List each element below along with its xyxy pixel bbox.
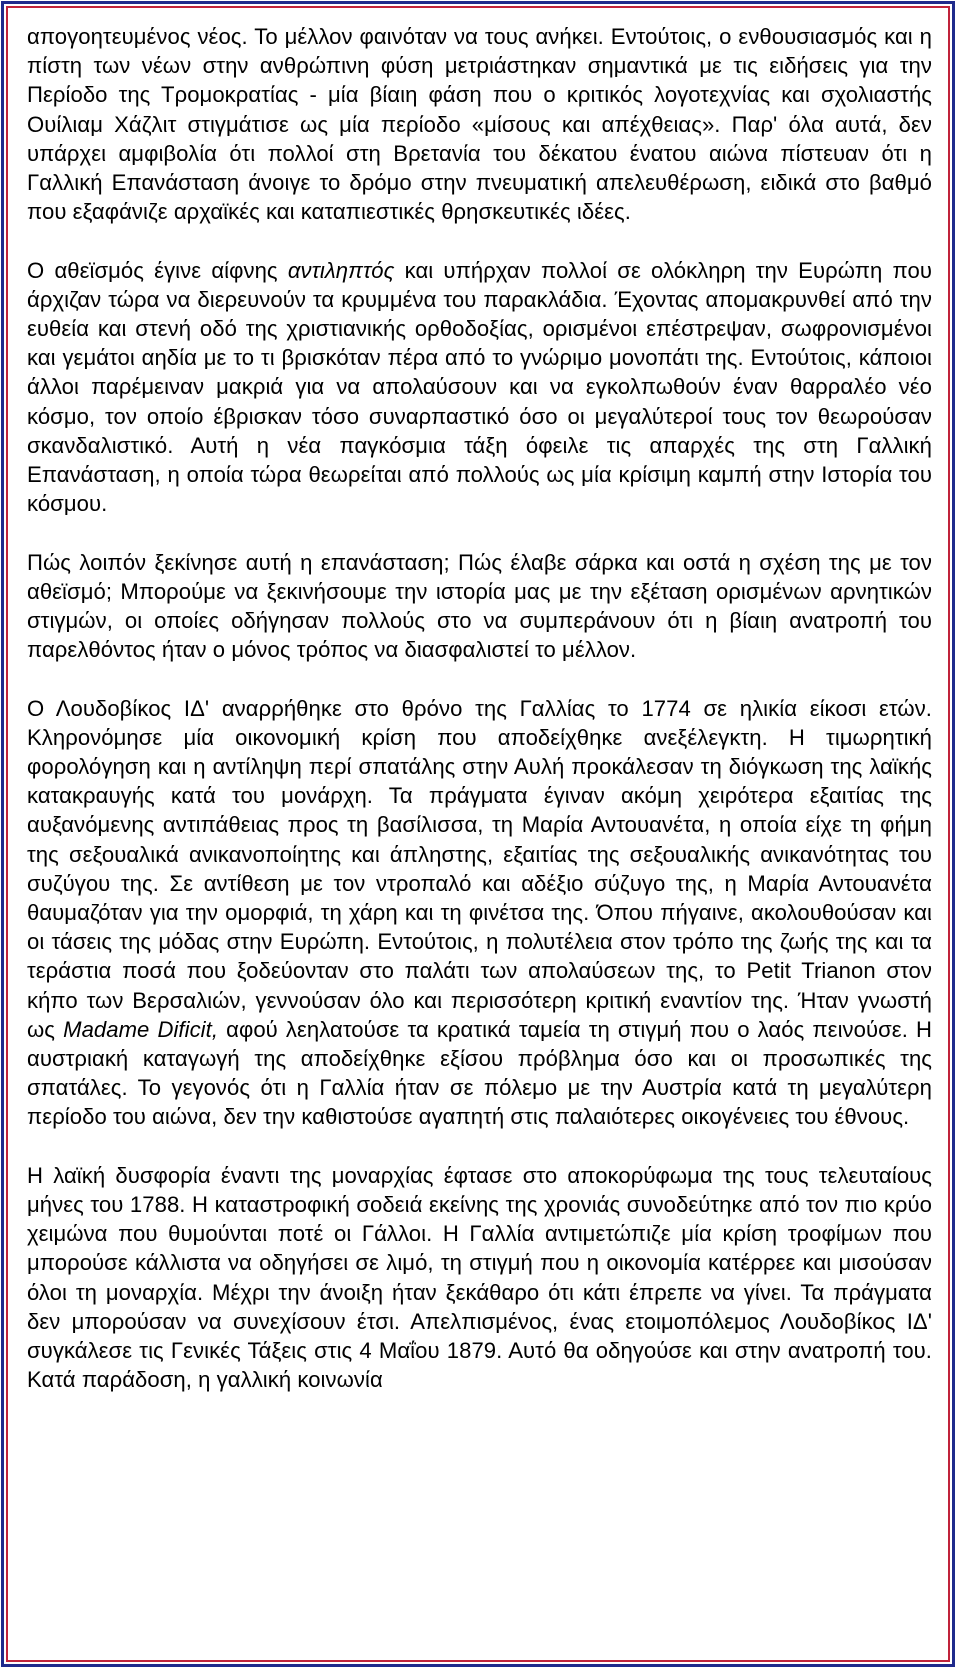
text-segment: απογοητευμένος νέος. Το μέλλον φαινόταν να τους ανήκει. Εντούτοις, ο ενθουσιασμός και η πίστη των νέων στην ανθρώπινη φύση μετριάστηκαν σημαντικά με τις ειδήσεις για την Περίοδο της Τρομοκρατίας - μία βίαιη φάση που ο κριτικός λογοτεχνίας και σχολιαστής Ουίλιαμ Χάζλιτ στιγμάτισε ως μία περίοδο «μίσους και απέχθειας». Παρ' όλα αυτά, δεν υπάρχει αμφιβολία ότι πολλοί στη Βρετανία του δέκατου ένατου αιώνα πίστευαν ότι η Γαλλική Επανάσταση άνοιγε το δρόμο στην πνευματική απελευθέρωση, ειδικά στο βαθμό που εξαφάνιζε αρχαϊκές και καταπιεστικές θρησκευτικές ιδέες. — [27, 24, 932, 225]
text-segment: Ο αθεϊσμός έγινε αίφνης — [27, 257, 288, 283]
paragraph-2 — [27, 256, 932, 519]
paragraph-5 — [27, 1161, 932, 1395]
paragraph-1 — [27, 22, 932, 226]
paragraph-4 — [27, 694, 932, 1132]
document-body — [27, 22, 932, 1394]
text-segment: Ο Λουδοβίκος ΙΔ' αναρρήθηκε στο θρόνο της Γαλλίας το 1774 σε ηλικία είκοσι ετών. Κληρονόμησε μία οικονομική κρίση που αποδείχθηκε ανεξέλεγκτη. Η τιμωρητική φορολόγηση και η αντίληψη περί σπατάλης στην Αυλή προκάλεσαν τη διόγκωση της λαϊκής κατακραυγής κατά του μονάρχη. Τα πράγματα έγιναν ακόμη χειρότερα εξαιτίας της αυξανόμενης αντιπάθειας προς τη βασίλισσα, τη Μαρία Αντουανέτα, η οποία είχε τη φήμη της σεξουαλικά ανικανοποίητης και άπληστης, εξαιτίας της σεξουαλικής ανικανότητας του συζύγου της. Σε αντίθεση με τον ντροπαλό και αδέξιο σύζυγο της, η Μαρία Αντουανέτα θαυμαζόταν για την ομορφιά, τη χάρη και τη φινέτσα της. Όπου πήγαινε, ακολουθούσαν και οι τάσεις της μόδας στην Ευρώπη. Εντούτοις, η πολυτέλεια στον τρόπο της ζωής της και τα τεράστια ποσά που ξοδεύονταν στο παλάτι των απολαύσεων της, το Petit Trianon στον κήπο των Βερσαλιών, γεννούσαν όλο και περισσότερη κριτική εναντίον της. Ήταν γνωστή ως — [27, 695, 932, 1042]
italic-text-segment: αντιληπτός — [287, 257, 395, 283]
text-segment: και υπήρχαν πολλοί σε ολόκληρη την Ευρώπη που άρχιζαν τώρα να διερευνούν τα κρυμμένα του παρακλάδια. Έχοντας απομακρυνθεί από την ευθεία και στενή οδό της χριστιανικής ορθοδοξίας, ορισμένοι επέστρεψαν, σωφρονισμένοι και γεμάτοι αηδία με το τι βρισκόταν πέρα από το γνώριμο μονοπάτι της. Εντούτοις, κάποιοι άλλοι παρέμειναν μακριά για να απολαύσουν και να εγκολπωθούν έναν θαρραλέο νέο κόσμο, τον οποίο έβρισκαν τόσο συναρπαστικό όσο οι μεγαλύτεροί τους τον θεωρούσαν σκανδαλιστικό. Αυτή η νέα παγκόσμια τάξη όφειλε τις απαρχές της στη Γαλλική Επανάσταση, η οποία τώρα θεωρείται από πολλούς ως μία κρίσιμη καμπή στην Ιστορία του κόσμου. — [27, 257, 933, 517]
text-segment: Πώς λοιπόν ξεκίνησε αυτή η επανάσταση; Πώς έλαβε σάρκα και οστά η σχέση της με τον αθεϊσμό; Μπορούμε να ξεκινήσουμε την ιστορία μας με την εξέταση ορισμένων αρνητικών στιγμών, οι οποίες οδήγησαν πολλούς στο να συμπεράνουν ότι η βίαιη ανατροπή του παρελθόντος ήταν ο μόνος τρόπος να διασφαλιστεί το μέλλον. — [27, 549, 932, 663]
text-segment: Η λαϊκή δυσφορία έναντι της μοναρχίας έφτασε στο αποκορύφωμα της τους τελευταίους μήνες του 1788. Η καταστροφική σοδειά εκείνης της χρονιάς συνοδεύτηκε από τον πιο κρύο χειμώνα που θυμούνται ποτέ οι Γάλλοι. Η Γαλλία αντιμετώπιζε μία κρίση τροφίμων που μπορούσε κάλλιστα να οδηγήσει σε λιμό, τη στιγμή που η οικονομία κατέρρεε και μισούσαν όλοι τη μοναρχία. Μέχρι την άνοιξη ήταν ξεκάθαρο ότι κάτι έπρεπε να γίνει. Τα πράγματα δεν μπορούσαν να συνεχίσουν έτσι. Απελπισμένος, ένας ετοιμοπόλεμος Λουδοβίκος ΙΔ' συγκάλεσε τις Γενικές Τάξεις στις 4 Μαΐου 1879. Αυτό θα οδηγούσε και στην ανατροπή του. Κατά παράδοση, η γαλλική κοινωνία — [27, 1162, 932, 1393]
text-segment: αφού λεηλατούσε τα κρατικά ταμεία τη στιγμή που ο λαός πεινούσε. Η αυστριακή καταγωγή της αποδείχθηκε εξίσου πρόβλημα όσο και οι προσωπικές της σπατάλες. Το γεγονός ότι η Γαλλία ήταν σε πόλεμο με την Αυστρία κατά τη μεγαλύτερη περίοδο του αιώνα, δεν την καθιστούσε αγαπητή στις παλαιότερες οικογένειες του έθνους. — [27, 1016, 932, 1130]
paragraph-3 — [27, 548, 932, 665]
italic-text-segment: Madame Dificit, — [63, 1016, 219, 1042]
